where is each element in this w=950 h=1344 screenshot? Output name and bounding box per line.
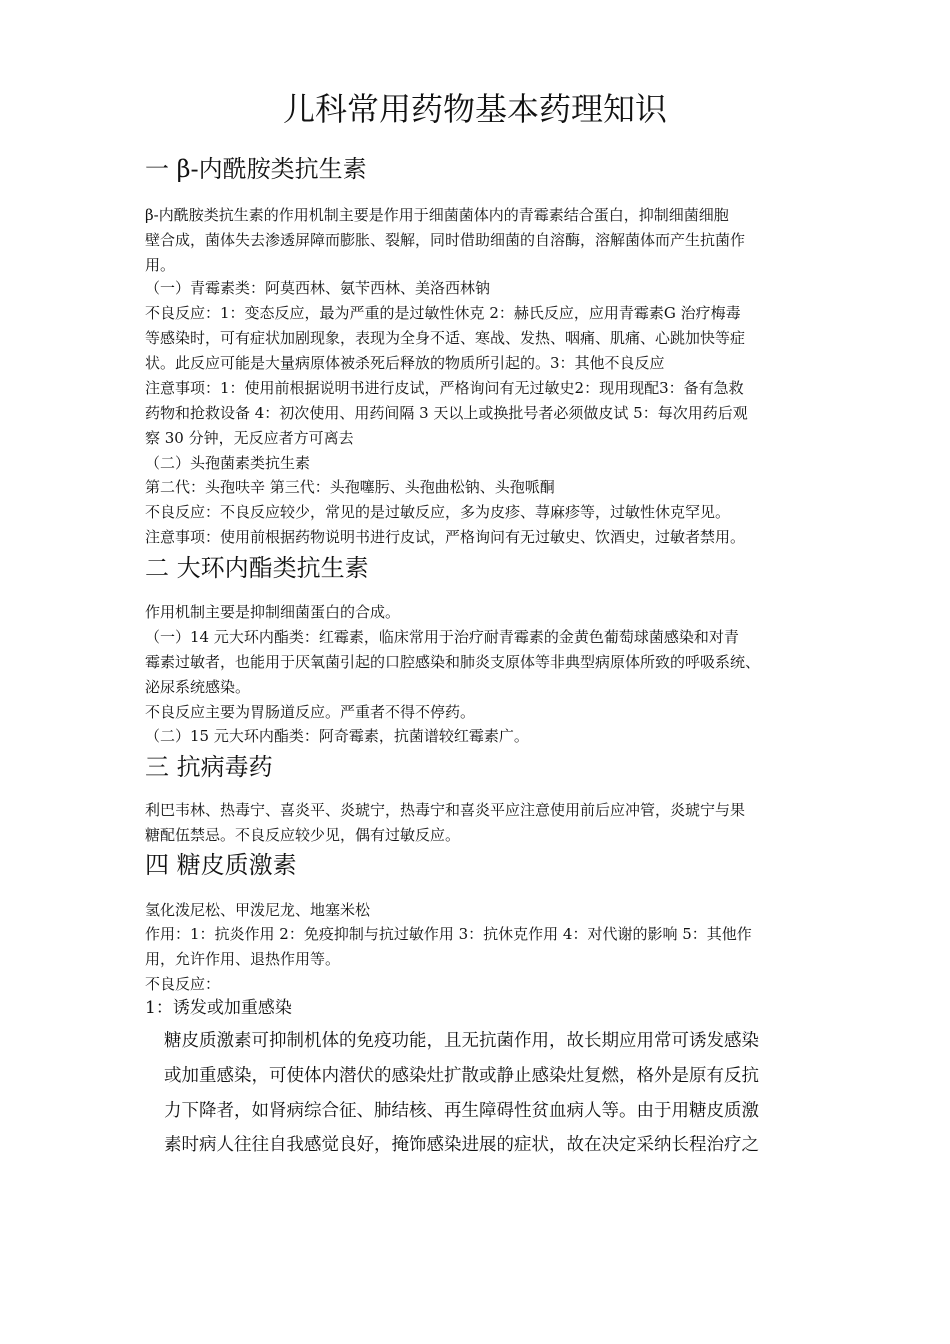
paragraph-line: 等感染时，可有症状加剧现象，表现为全身不适、寒战、发热、咽痛、肌痛、心跳加快等症 (145, 329, 746, 347)
paragraph-line: 药物和抢救设备 4：初次使用、用药间隔 3 天以上或换批号者必须做皮试 5：每次用药后观 (145, 404, 748, 422)
body-line: 力下降者，如肾病综合征、肺结核、再生障碍性贫血病人等。由于用糖皮质激 (164, 1101, 759, 1121)
paragraph-line: β-内酰胺类抗生素的作用机制主要是作用于细菌菌体内的青霉素结合蛋白，抑制细菌细胞 (145, 206, 729, 224)
paragraph-line: 状。此反应可能是大量病原体被杀死后释放的物质所引起的。3：其他不良反应 (145, 354, 665, 372)
paragraph-line: 作用：1：抗炎作用 2：免疫抑制与抗过敏作用 3：抗休克作用 4：对代谢的影响 5：其他作 (145, 925, 752, 943)
paragraph-line: 用，允许作用、退热作用等。 (145, 950, 341, 968)
paragraph-line: 不良反应： (145, 975, 221, 993)
paragraph-line: （一）14 元大环内酯类：红霉素，临床常用于治疗耐青霉素的金黄色葡萄球菌感染和对青 (145, 628, 739, 646)
paragraph-line: 用。 (145, 256, 176, 274)
paragraph-line: 第二代：头孢呋辛 第三代：头孢噻肟、头孢曲松钠、头孢哌酮 (145, 478, 555, 496)
paragraph-line: 壁合成，菌体失去渗透屏障而膨胀、裂解，同时借助细菌的自溶酶，溶解菌体而产生抗菌作 (145, 231, 746, 249)
paragraph-line: 作用机制主要是抑制细菌蛋白的合成。 (145, 603, 401, 621)
paragraph-line: （一）青霉素类：阿莫西林、氨苄西林、美洛西林钠 (145, 279, 491, 297)
paragraph-line: 注意事项：使用前根据药物说明书进行皮试，严格询问有无过敏史、饮酒史，过敏者禁用。 (145, 528, 746, 546)
body-line: 素时病人往往自我感觉良好，掩饰感染进展的症状，故在决定采纳长程治疗之 (164, 1135, 759, 1155)
paragraph-line: 利巴韦林、热毒宁、喜炎平、炎琥宁，热毒宁和喜炎平应注意使用前后应冲管，炎琥宁与果 (145, 801, 746, 819)
body-line: 或加重感染，可使体内潜伏的感染灶扩散或静止感染灶复燃，格外是原有反抗 (164, 1066, 759, 1086)
paragraph-line: 霉素过敏者，也能用于厌氧菌引起的口腔感染和肺炎支原体等非典型病原体所致的呼吸系统、 (145, 653, 761, 671)
section-heading-4: 四 糖皮质激素 (145, 851, 297, 879)
paragraph-line: （二）15 元大环内酯类：阿奇霉素，抗菌谱较红霉素广。 (145, 727, 529, 745)
subheading: 1：诱发或加重感染 (145, 998, 292, 1018)
paragraph-line: 不良反应：1：变态反应，最为严重的是过敏性休克 2：赫氏反应，应用青霉素G 治疗梅毒 (145, 304, 741, 322)
paragraph-line: 糖配伍禁忌。不良反应较少见，偶有过敏反应。 (145, 826, 461, 844)
paragraph-line: 不良反应：不良反应较少，常见的是过敏反应，多为皮疹、荨麻疹等，过敏性休克罕见。 (145, 503, 731, 521)
paragraph-line: 不良反应主要为胃肠道反应。严重者不得不停药。 (145, 703, 476, 721)
margin-watermark (112, 1020, 122, 1160)
section-heading-2: 二 大环内酯类抗生素 (145, 554, 369, 582)
paragraph-line: （二）头孢菌素类抗生素 (145, 454, 311, 472)
body-line: 糖皮质激素可抑制机体的免疫功能，且无抗菌作用，故长期应用常可诱发感染 (164, 1031, 759, 1051)
paragraph-line: 察 30 分钟，无反应者方可离去 (145, 429, 354, 447)
section-heading-1: 一 β-内酰胺类抗生素 (145, 155, 367, 183)
paragraph-line: 泌尿系统感染。 (145, 678, 251, 696)
paragraph-line: 注意事项：1：使用前根据说明书进行皮试，严格询问有无过敏史2：现用现配3：备有急救 (145, 379, 744, 397)
section-heading-3: 三 抗病毒药 (145, 753, 273, 781)
page-title: 儿科常用药物基本药理知识 (282, 90, 667, 128)
paragraph-line: 氢化泼尼松、甲泼尼龙、地塞米松 (145, 901, 371, 919)
